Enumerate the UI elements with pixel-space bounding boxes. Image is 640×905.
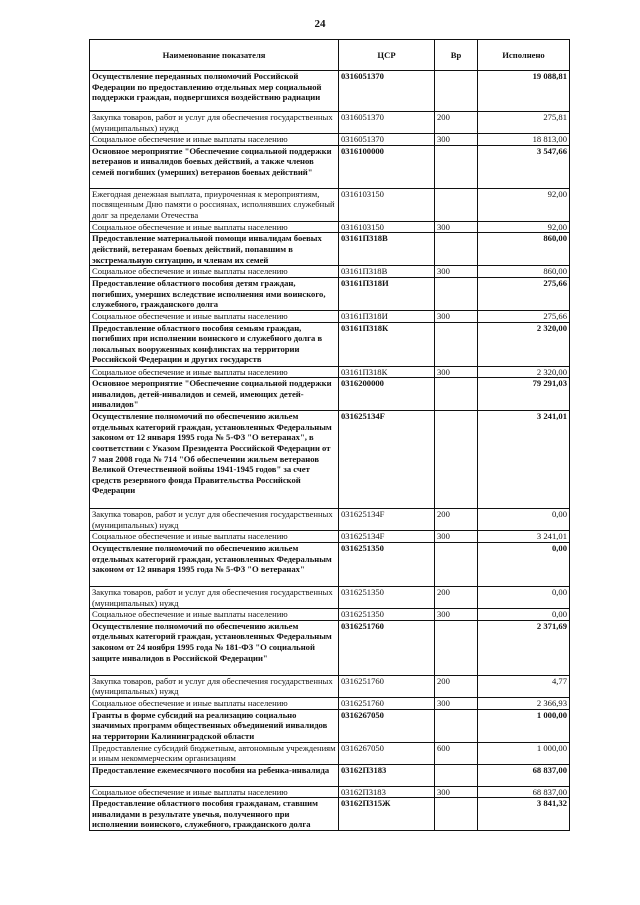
- row-vr-cell: 200: [435, 675, 478, 697]
- row-amount-cell: 2 366,93: [478, 697, 570, 709]
- table-row: [90, 542, 570, 586]
- row-name-cell: Социальное обеспечение и иные выплаты населению: [90, 134, 339, 146]
- row-name-cell: Закупка товаров, работ и услуг для обеспечения государственных (муниципальных) нужд: [90, 509, 339, 531]
- row-amount-cell: 275,81: [478, 112, 570, 134]
- row-amount-cell: 18 813,00: [478, 134, 570, 146]
- row-name-cell: Социальное обеспечение и иные выплаты населению: [90, 697, 339, 709]
- row-name-cell: Социальное обеспечение и иные выплаты населению: [90, 221, 339, 233]
- row-name-cell: Основное мероприятие "Обеспечение социальной поддержки ветеранов и инвалидов боевых действий, а также членов семей погибших (умерших) ветеранов боевых действий": [90, 145, 339, 188]
- row-csr-cell: 0316267050: [339, 742, 435, 764]
- table-row: [90, 586, 570, 608]
- row-amount-cell: 3 241,01: [478, 531, 570, 543]
- table-row: [90, 609, 570, 621]
- budget-execution-table: [89, 39, 570, 831]
- row-csr-cell: 03162П3183: [339, 764, 435, 786]
- table-row: [90, 145, 570, 188]
- row-name-cell: Предоставление ежемесячного пособия на ребенка-инвалида: [90, 764, 339, 786]
- table-row: [90, 786, 570, 798]
- row-name-cell: Предоставление областного пособия семьям граждан, погибших при исполнении воинского и служебного долга в локальных вооруженных конфликтах на территории Российской Федерации и других государств: [90, 322, 339, 366]
- row-csr-cell: 03161П318К: [339, 322, 435, 366]
- row-vr-cell: 300: [435, 697, 478, 709]
- row-amount-cell: 860,00: [478, 266, 570, 278]
- row-amount-cell: 3 841,32: [478, 798, 570, 831]
- row-csr-cell: 0316251350: [339, 586, 435, 608]
- row-amount-cell: 1 000,00: [478, 709, 570, 742]
- row-amount-cell: 3 547,66: [478, 145, 570, 188]
- table-body: [90, 71, 570, 831]
- row-csr-cell: 031625134F: [339, 411, 435, 509]
- row-vr-cell: 300: [435, 786, 478, 798]
- row-amount-cell: 0,00: [478, 609, 570, 621]
- table-row: [90, 322, 570, 366]
- table-row: [90, 134, 570, 146]
- row-amount-cell: 2 371,69: [478, 620, 570, 675]
- row-amount-cell: 0,00: [478, 509, 570, 531]
- row-name-cell: Социальное обеспечение и иные выплаты населению: [90, 366, 339, 378]
- row-amount-cell: 68 837,00: [478, 764, 570, 786]
- row-name-cell: Закупка товаров, работ и услуг для обеспечения государственных (муниципальных) нужд: [90, 586, 339, 608]
- row-csr-cell: 0316251350: [339, 609, 435, 621]
- page-number: 24: [314, 18, 326, 30]
- row-vr-cell: 300: [435, 366, 478, 378]
- row-vr-cell: 200: [435, 509, 478, 531]
- row-name-cell: Гранты в форме субсидий на реализацию социально значимых программ общественных объединений инвалидов на территории Калининградской области: [90, 709, 339, 742]
- table-row: [90, 675, 570, 697]
- row-amount-cell: 275,66: [478, 310, 570, 322]
- row-vr-cell: 300: [435, 221, 478, 233]
- row-name-cell: Социальное обеспечение и иные выплаты населению: [90, 310, 339, 322]
- row-vr-cell: 300: [435, 609, 478, 621]
- table-row: [90, 266, 570, 278]
- row-csr-cell: 031625134F: [339, 531, 435, 543]
- row-amount-cell: 92,00: [478, 188, 570, 221]
- header-vr: Вр: [435, 40, 478, 71]
- row-vr-cell: 300: [435, 266, 478, 278]
- table-row: [90, 378, 570, 411]
- row-csr-cell: 0316267050: [339, 709, 435, 742]
- row-csr-cell: 0316251760: [339, 697, 435, 709]
- row-vr-cell: [435, 764, 478, 786]
- row-vr-cell: 300: [435, 531, 478, 543]
- row-name-cell: Закупка товаров, работ и услуг для обеспечения государственных (муниципальных) нужд: [90, 675, 339, 697]
- row-amount-cell: 4,77: [478, 675, 570, 697]
- row-csr-cell: 031625134F: [339, 509, 435, 531]
- row-csr-cell: 0316103150: [339, 221, 435, 233]
- row-vr-cell: [435, 411, 478, 509]
- row-amount-cell: 0,00: [478, 542, 570, 586]
- row-csr-cell: 0316051370: [339, 112, 435, 134]
- row-vr-cell: [435, 233, 478, 266]
- row-vr-cell: [435, 322, 478, 366]
- row-vr-cell: 600: [435, 742, 478, 764]
- row-vr-cell: [435, 71, 478, 112]
- row-vr-cell: [435, 709, 478, 742]
- table-row: [90, 620, 570, 675]
- row-vr-cell: [435, 145, 478, 188]
- table-row: [90, 233, 570, 266]
- row-csr-cell: 0316103150: [339, 188, 435, 221]
- row-amount-cell: 3 241,01: [478, 411, 570, 509]
- table-row: [90, 112, 570, 134]
- table-row: [90, 531, 570, 543]
- row-csr-cell: 03162П3183: [339, 786, 435, 798]
- row-amount-cell: 2 320,00: [478, 366, 570, 378]
- table-row: [90, 221, 570, 233]
- row-amount-cell: 19 088,81: [478, 71, 570, 112]
- table-row: [90, 366, 570, 378]
- row-vr-cell: [435, 542, 478, 586]
- table-header-row: [90, 40, 570, 71]
- row-csr-cell: 0316051370: [339, 134, 435, 146]
- row-vr-cell: [435, 620, 478, 675]
- row-name-cell: Основное мероприятие "Обеспечение социальной поддержки инвалидов, детей-инвалидов и семей, имеющих детей-инвалидов": [90, 378, 339, 411]
- row-amount-cell: 860,00: [478, 233, 570, 266]
- row-name-cell: Предоставление областного пособия детям граждан, погибших, умерших вследствие исполнения ими воинского, служебного, гражданского долга: [90, 277, 339, 310]
- row-vr-cell: [435, 378, 478, 411]
- table-row: [90, 697, 570, 709]
- row-amount-cell: 2 320,00: [478, 322, 570, 366]
- table-row: [90, 411, 570, 509]
- row-amount-cell: 0,00: [478, 586, 570, 608]
- table-row: [90, 71, 570, 112]
- table-row: [90, 277, 570, 310]
- table-row: [90, 764, 570, 786]
- table-row: [90, 310, 570, 322]
- row-csr-cell: 0316100000: [339, 145, 435, 188]
- table-row: [90, 798, 570, 831]
- row-name-cell: Социальное обеспечение и иные выплаты населению: [90, 531, 339, 543]
- row-vr-cell: 200: [435, 112, 478, 134]
- table-row: [90, 742, 570, 764]
- row-name-cell: Осуществление переданных полномочий Российской Федерации по предоставлению отдельных мер социальной поддержки граждан, подвергшихся воздействию радиации: [90, 71, 339, 112]
- row-name-cell: Осуществление полномочий по обеспечению жильем отдельных категорий граждан, установленных Федеральным законом от 12 января 1995 года № 5-ФЗ "О ветеранах": [90, 542, 339, 586]
- header-csr: ЦСР: [339, 40, 435, 71]
- row-csr-cell: 03161П318И: [339, 277, 435, 310]
- row-amount-cell: 68 837,00: [478, 786, 570, 798]
- row-name-cell: Социальное обеспечение и иные выплаты населению: [90, 609, 339, 621]
- row-name-cell: Осуществление полномочий по обеспечению жильем отдельных категорий граждан, установленных Федеральным законом от 24 ноября 1995 года № 181-ФЗ "О социальной защите инвалидов в Российской Федерации": [90, 620, 339, 675]
- row-name-cell: Предоставление материальной помощи инвалидам боевых действий, ветеранам боевых действий, попавшим в экстремальную ситуацию, и членам их семей: [90, 233, 339, 266]
- row-vr-cell: [435, 277, 478, 310]
- row-name-cell: Социальное обеспечение и иные выплаты населению: [90, 786, 339, 798]
- row-csr-cell: 03161П318В: [339, 233, 435, 266]
- row-amount-cell: 1 000,00: [478, 742, 570, 764]
- row-name-cell: Осуществление полномочий по обеспечению жильем отдельных категорий граждан, установленных Федеральным законом от 12 января 1995 года № 5-ФЗ "О ветеранах", в соответствии с Указом Президента Российской Федерации от 7 мая 2008 года № 714 "Об обеспечении жильем ветеранов Великой Отечественной войны 1941-1945 годов" за счет средств резервного фонда Правительства Российской Федерации: [90, 411, 339, 509]
- row-name-cell: Социальное обеспечение и иные выплаты населению: [90, 266, 339, 278]
- row-csr-cell: 0316251760: [339, 675, 435, 697]
- row-amount-cell: 92,00: [478, 221, 570, 233]
- row-name-cell: Предоставление областного пособия гражданам, ставшим инвалидами в результате увечья, полученного при исполнении воинского, служебного, гражданского долга: [90, 798, 339, 831]
- row-vr-cell: 200: [435, 586, 478, 608]
- row-name-cell: Предоставление субсидий бюджетным, автономным учреждениям и иным некоммерческим организациям: [90, 742, 339, 764]
- row-vr-cell: 300: [435, 134, 478, 146]
- row-csr-cell: 0316251760: [339, 620, 435, 675]
- table-row: [90, 509, 570, 531]
- header-amount: Исполнено: [478, 40, 570, 71]
- row-csr-cell: 03161П318В: [339, 266, 435, 278]
- row-amount-cell: 275,66: [478, 277, 570, 310]
- row-csr-cell: 03161П318И: [339, 310, 435, 322]
- header-name: Наименование показателя: [90, 40, 339, 71]
- row-csr-cell: 0316051370: [339, 71, 435, 112]
- row-vr-cell: 300: [435, 310, 478, 322]
- row-amount-cell: 79 291,03: [478, 378, 570, 411]
- row-vr-cell: [435, 188, 478, 221]
- row-csr-cell: 03162П315Ж: [339, 798, 435, 831]
- row-name-cell: Ежегодная денежная выплата, приуроченная к мероприятиям, посвященным Дню памяти о россиянах, исполнявших служебный долг за пределами Отечества: [90, 188, 339, 221]
- table-row: [90, 709, 570, 742]
- row-csr-cell: 03161П318К: [339, 366, 435, 378]
- row-name-cell: Закупка товаров, работ и услуг для обеспечения государственных (муниципальных) нужд: [90, 112, 339, 134]
- row-csr-cell: 0316200000: [339, 378, 435, 411]
- row-vr-cell: [435, 798, 478, 831]
- table-row: [90, 188, 570, 221]
- row-csr-cell: 0316251350: [339, 542, 435, 586]
